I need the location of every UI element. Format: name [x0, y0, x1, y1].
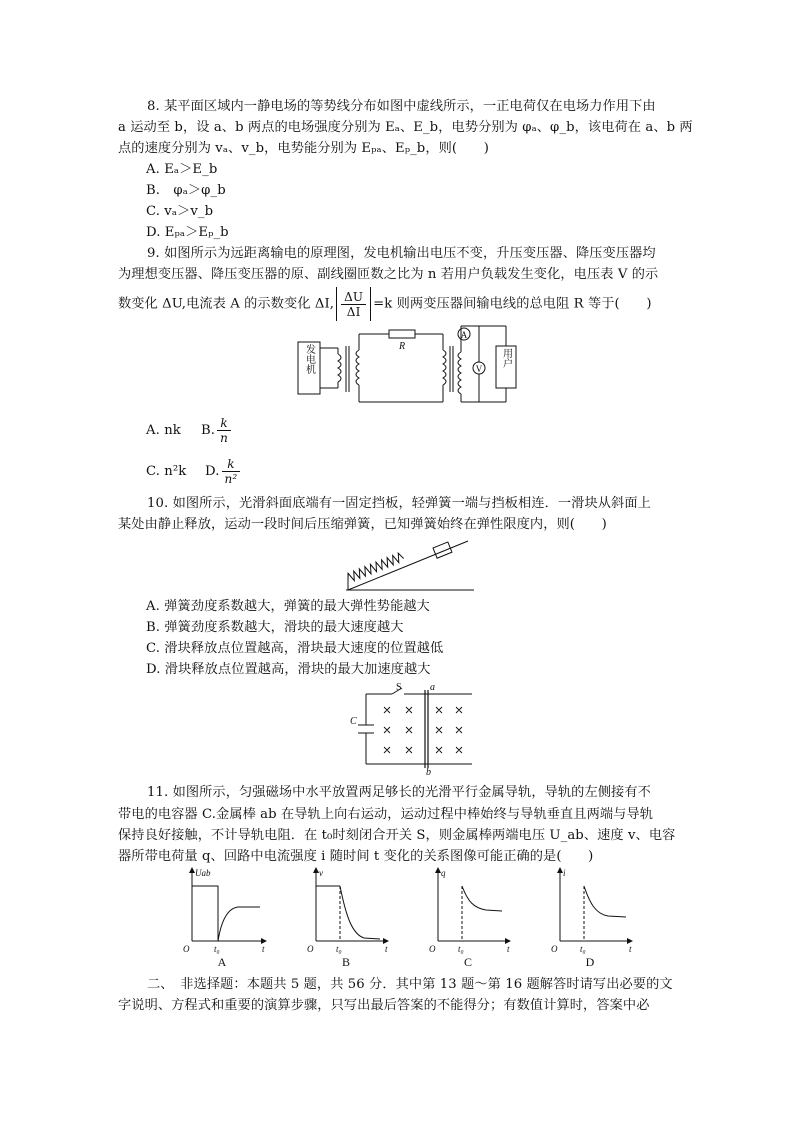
graph-a-xlabel: t: [262, 944, 265, 954]
line-resistor: [389, 330, 415, 338]
q9-option-c: C. n²k: [146, 464, 187, 479]
q9-frac-den: ΔI: [346, 304, 361, 319]
q9-line3-pre: 数变化 ΔU,电流表 A 的示数变化 ΔI,: [118, 296, 335, 312]
capacitor-label: C: [350, 716, 357, 727]
abs-bar-right: [370, 287, 371, 321]
graph-b: [316, 868, 388, 941]
graph-b-ylabel: v: [319, 868, 323, 878]
q11-stem-line2: 带电的电容器 C.金属棒 ab 在导轨上向右运动，运动过程中棒始终与导轨垂直且两端与导轨: [118, 807, 654, 822]
q9-option-b-fraction: [217, 416, 231, 445]
incline-spring-diagram: [344, 537, 476, 593]
graph-a-t0: t₀: [214, 944, 220, 954]
q8-option-d: D. Eₚₐ＞Eₚ_b: [146, 225, 229, 240]
step-down-primary-coil: [443, 350, 446, 385]
q10-option-c: C. 滑块释放点位置越高，滑块最大速度的位置越低: [146, 641, 444, 656]
graph-c-xlabel: t: [507, 944, 510, 954]
section2-line1: 二、 非选择题：本题共 5 题，共 56 分．其中第 13 题～第 16 题解答时请写出必要的文: [147, 977, 673, 992]
graph-b-origin: O: [307, 944, 314, 954]
answer-graphs: [180, 864, 660, 970]
graph-d-xlabel: t: [629, 944, 632, 954]
magnetic-field-crosses: [384, 707, 462, 753]
q9-option-d-den: n²: [224, 472, 238, 486]
voltmeter-label: V: [475, 364, 483, 374]
q9-option-b-num: k: [217, 416, 231, 431]
graph-a-origin: O: [183, 944, 190, 954]
q9-fraction: [341, 290, 366, 319]
graph-b-t0: t₀: [336, 944, 342, 954]
q10-stem-line2: 某处由静止释放，运动一段时间后压缩弹簧，已知弹簧始终在弹性限度内，则( ): [118, 517, 607, 532]
graph-c: [438, 868, 510, 941]
graph-a-caption: A: [217, 955, 227, 969]
q9-option-b-prefix: B.: [201, 423, 216, 438]
step-up-secondary-coil: [356, 350, 359, 385]
q9-stem-line3: [118, 287, 652, 322]
transmission-circuit-diagram: [296, 322, 528, 410]
q9-option-d-fraction: [222, 457, 241, 486]
spring-coil: [345, 552, 404, 583]
step-down-secondary-coil: [458, 352, 461, 394]
abs-bar-left: [336, 287, 337, 321]
graph-d-caption: D: [585, 955, 595, 969]
q8-option-c: C. vₐ＞v_b: [146, 204, 214, 219]
q9-line3-post: =k 则两变压器间输电线的总电阻 R 等于( ): [373, 296, 652, 312]
graph-c-origin: O: [429, 944, 436, 954]
rod-end-b-label: b: [426, 767, 431, 776]
q9-option-a: A. nk: [146, 423, 181, 438]
q10-stem-line1: 10. 如图所示，光滑斜面底端有一固定挡板，轻弹簧一端与挡板相连．一滑块从斜面上: [147, 496, 651, 511]
q9-option-b-den: n: [220, 431, 228, 445]
generator-label: 发电机: [303, 344, 315, 374]
q8-stem-line2: a 运动至 b，设 a、b 两点的电场强度分别为 Eₐ、E_b，电势分别为 φₐ、φ_b，该电荷在 a、b 两: [118, 120, 693, 135]
q8-option-b: B. φₐ＞φ_b: [146, 183, 226, 198]
rod-end-a-label: a: [430, 682, 435, 693]
graph-d-ylabel: i: [563, 868, 566, 878]
q10-option-d: D. 滑块释放点位置越高，滑块的最大加速度越大: [146, 662, 431, 677]
q10-option-b: B. 弹簧劲度系数越大，滑块的最大速度越大: [146, 620, 404, 635]
graph-c-ylabel: q: [441, 868, 446, 878]
q9-stem-line2: 为理想变压器、降压变压器的原、副线圈匝数之比为 n 若用户负载发生变化，电压表 V 的示: [118, 267, 659, 282]
q9-stem-line1: 9. 如图所示为远距离输电的原理图，发电机输出电压不变，升压变压器、降压变压器均: [147, 246, 656, 261]
switch-label: S: [396, 682, 402, 693]
graph-d-origin: O: [551, 944, 558, 954]
graph-a-ylabel: Uab: [195, 868, 211, 878]
q9-option-d-num: k: [222, 457, 241, 472]
graph-d: [560, 868, 632, 941]
q8-option-a: A. Eₐ＞E_b: [146, 162, 218, 177]
graph-c-t0: t₀: [458, 944, 464, 954]
q11-stem-line1: 11. 如图所示，匀强磁场中水平放置两足够长的光滑平行金属导轨，导轨的左侧接有不: [147, 785, 651, 800]
section2-line2: 字说明、方程式和重要的演算步骤，只写出最后答案的不能得分；有数值计算时，答案中必: [118, 998, 650, 1013]
q9-option-b: [201, 414, 233, 448]
q8-stem-line1: 8. 某平面区域内一静电场的等势线分布如图中虚线所示，一正电荷仅在电场力作用下由: [147, 99, 656, 114]
graph-b-caption: B: [341, 955, 351, 969]
q11-stem-line3: 保持良好接触，不计导轨电阻．在 t₀时刻闭合开关 S，则金属棒两端电压 U_ab、速度 v、电容: [118, 828, 676, 843]
capacitor-rail-diagram: [344, 680, 476, 776]
q8-stem-line3: 点的速度分别为 vₐ、v_b，电势能分别为 Eₚₐ、Eₚ_b，则( ): [118, 141, 489, 156]
q9-option-d-prefix: D.: [205, 464, 220, 479]
step-up-primary-coil: [338, 354, 341, 382]
resistor-label: R: [398, 341, 406, 352]
user-label: 用户: [500, 348, 512, 368]
graph-c-caption: C: [463, 955, 473, 969]
q9-frac-num: ΔU: [341, 290, 366, 305]
ammeter-label: A: [460, 330, 468, 340]
slider-block: [433, 542, 452, 558]
q11-stem-line4: 器所带电荷量 q、回路中电流强度 i 随时间 t 变化的关系图像可能正确的是( ): [118, 849, 594, 864]
q9-option-d: [205, 455, 242, 489]
graph-b-xlabel: t: [385, 944, 388, 954]
q10-option-a: A. 弹簧劲度系数越大，弹簧的最大弹性势能越大: [146, 599, 430, 614]
graph-d-t0: t₀: [580, 944, 586, 954]
graph-a: [192, 868, 266, 941]
